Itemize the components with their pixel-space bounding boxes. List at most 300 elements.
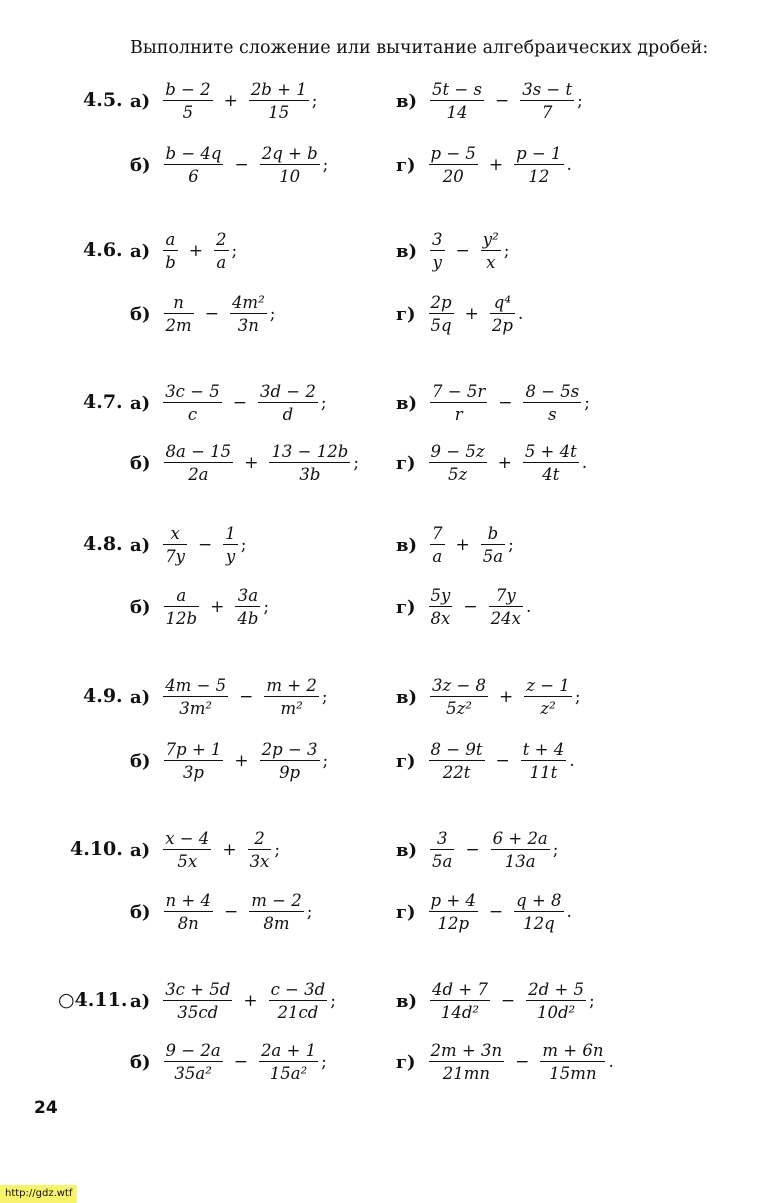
fraction-bar (164, 606, 200, 607)
fraction (428, 1041, 506, 1083)
fraction-bar (490, 313, 515, 314)
exercise-item (130, 1041, 327, 1083)
fraction (163, 442, 235, 484)
numerator: 3 (432, 230, 443, 249)
fraction (428, 740, 486, 782)
page-number: 24 (34, 1098, 58, 1118)
punctuation: . (517, 304, 524, 324)
fraction (428, 442, 488, 484)
fraction-bar (269, 462, 350, 463)
punctuation: ; (306, 902, 313, 922)
fraction (429, 230, 446, 272)
problem-number: ○4.11. (58, 989, 128, 1011)
operator: − (515, 1052, 530, 1072)
numerator: 6 + 2a (492, 829, 548, 848)
numerator: 9 − 5z (430, 442, 485, 461)
numerator: a (165, 230, 176, 249)
fraction (234, 586, 261, 628)
punctuation: ; (503, 241, 510, 261)
denominator: r (454, 405, 463, 424)
numerator: 2m + 3n (430, 1041, 503, 1060)
numerator: 3d − 2 (260, 382, 316, 401)
fraction-bar (164, 760, 224, 761)
denominator: 10 (279, 167, 301, 186)
fraction-bar (429, 462, 487, 463)
numerator: 8 − 9t (430, 740, 483, 759)
exercise-item (396, 382, 590, 424)
fraction-bar (430, 696, 488, 697)
exercise-item (130, 230, 237, 272)
operator: + (188, 241, 203, 261)
operator: + (244, 453, 259, 473)
denominator: 20 (442, 167, 464, 186)
denominator: 5z (447, 465, 468, 484)
denominator: d (282, 405, 294, 424)
exercise-item (130, 80, 317, 122)
exercise-item (396, 586, 531, 628)
fraction-bar (164, 911, 213, 912)
exercise-item (130, 829, 280, 871)
punctuation: ; (330, 991, 336, 1011)
item-label: в) (396, 392, 418, 414)
fraction (162, 980, 233, 1022)
numerator: q + 8 (516, 891, 562, 910)
fraction-bar (481, 250, 501, 251)
numerator: x − 4 (165, 829, 210, 848)
fraction-bar (429, 760, 485, 761)
item-label: б) (130, 596, 151, 618)
numerator: a (176, 586, 187, 605)
item-label: в) (396, 990, 418, 1012)
fraction (258, 1041, 319, 1083)
denominator: a (216, 253, 227, 272)
numerator: 7p + 1 (165, 740, 222, 759)
fraction-bar (163, 402, 222, 403)
numerator: 2a + 1 (260, 1041, 317, 1060)
operator: + (488, 155, 504, 175)
operator: − (488, 902, 504, 922)
punctuation: ; (311, 91, 318, 111)
exercise-item (130, 524, 247, 566)
denominator: 35a² (174, 1064, 212, 1083)
punctuation: ; (269, 304, 276, 324)
item-label: г) (396, 596, 416, 618)
denominator: 9p (279, 763, 301, 782)
operator: + (222, 840, 237, 860)
numerator: 2p (430, 293, 452, 312)
exercise-item (396, 442, 587, 484)
denominator: 3m² (179, 699, 213, 718)
numerator: m − 2 (251, 891, 302, 910)
exercise-item (396, 891, 572, 933)
numerator: m + 2 (266, 676, 317, 695)
fraction-bar (523, 462, 579, 463)
exercise-item (396, 980, 595, 1022)
denominator: 15 (268, 103, 290, 122)
numerator: 7y (495, 586, 516, 605)
fraction (163, 740, 225, 782)
numerator: 4d + 7 (432, 980, 488, 999)
operator: − (232, 393, 247, 413)
operator: − (198, 535, 213, 555)
denominator: 12b (165, 609, 198, 628)
denominator: 35cd (177, 1003, 219, 1022)
denominator: s (548, 405, 557, 424)
denominator: 3n (237, 316, 259, 335)
fraction (488, 586, 524, 628)
item-label: в) (396, 686, 418, 708)
fraction (247, 829, 273, 871)
denominator: 5a (432, 852, 453, 871)
numerator: 2p − 3 (261, 740, 318, 759)
denominator: 11t (529, 763, 558, 782)
fraction (162, 676, 229, 718)
fraction (259, 740, 321, 782)
fraction-bar (514, 164, 563, 165)
fraction (522, 382, 582, 424)
punctuation: ; (574, 687, 581, 707)
fraction-bar (249, 100, 309, 101)
numerator: b − 4q (165, 144, 222, 163)
item-label: а) (130, 686, 151, 708)
numerator: 13 − 12b (271, 442, 349, 461)
exercise-item (396, 230, 509, 272)
fraction (162, 230, 179, 272)
denominator: a (432, 547, 443, 566)
operator: − (465, 840, 480, 860)
numerator: 7 − 5r (432, 382, 486, 401)
item-label: г) (396, 901, 416, 923)
denominator: b (165, 253, 176, 272)
fraction (248, 891, 304, 933)
denominator: 13a (504, 852, 536, 871)
fraction-bar (520, 100, 574, 101)
denominator: 12 (528, 167, 550, 186)
numerator: p − 5 (430, 144, 476, 163)
fraction-bar (214, 250, 229, 251)
item-label: в) (396, 240, 418, 262)
operator: − (498, 393, 513, 413)
fraction-bar (164, 462, 234, 463)
fraction-bar (230, 313, 267, 314)
fraction-bar (540, 1061, 605, 1062)
fraction (248, 80, 310, 122)
exercise-item (130, 676, 328, 718)
fraction-bar (489, 606, 523, 607)
item-label: б) (130, 452, 151, 474)
fraction-bar (235, 606, 260, 607)
fraction (519, 80, 575, 122)
punctuation: ; (577, 91, 583, 111)
punctuation: ; (322, 751, 329, 771)
item-label: в) (396, 90, 418, 112)
fraction-bar (264, 696, 318, 697)
denominator: 5z² (446, 699, 472, 718)
fraction-bar (429, 911, 478, 912)
item-label: в) (396, 839, 418, 861)
fraction (429, 524, 446, 566)
denominator: 10d² (537, 1003, 576, 1022)
operator: − (463, 597, 478, 617)
operator: + (497, 453, 512, 473)
fraction-bar (429, 1061, 505, 1062)
fraction (539, 1041, 606, 1083)
fraction (429, 382, 488, 424)
fraction-bar (523, 402, 581, 403)
denominator: 8n (177, 914, 199, 933)
exercise-item (130, 586, 269, 628)
denominator: 14 (446, 103, 468, 122)
item-label: б) (130, 1051, 151, 1073)
fraction-bar (430, 544, 445, 545)
exercise-item (130, 144, 328, 186)
numerator: t + 4 (522, 740, 565, 759)
operator: + (210, 597, 225, 617)
numerator: x (170, 524, 180, 543)
denominator: 7 (541, 103, 553, 122)
fraction (520, 740, 567, 782)
exercise-item (396, 80, 583, 122)
fraction (222, 524, 239, 566)
fraction-bar (259, 1061, 318, 1062)
fraction-bar (430, 100, 484, 101)
punctuation: ; (322, 155, 329, 175)
fraction (162, 80, 213, 122)
numerator: 4m² (231, 293, 265, 312)
punctuation: . (581, 453, 588, 473)
punctuation: ; (589, 991, 595, 1011)
fraction-bar (163, 849, 211, 850)
denominator: 8m (263, 914, 290, 933)
punctuation: ; (508, 535, 514, 555)
problem-number: 4.9. (83, 685, 123, 707)
numerator: n + 4 (165, 891, 211, 910)
problem-number: 4.7. (83, 391, 123, 413)
punctuation: . (525, 597, 532, 617)
problem-number: 4.5. (83, 89, 123, 111)
fraction (428, 586, 454, 628)
numerator: 2b + 1 (250, 80, 307, 99)
denominator: 5q (430, 316, 452, 335)
punctuation: . (608, 1052, 614, 1072)
item-label: г) (396, 452, 416, 474)
numerator: 1 (225, 524, 236, 543)
numerator: 2q + b (261, 144, 318, 163)
fraction (163, 891, 214, 933)
numerator: b (487, 524, 499, 543)
fraction-bar (163, 250, 178, 251)
fraction-bar (164, 164, 224, 165)
fraction-bar (430, 402, 487, 403)
fraction-bar (430, 250, 445, 251)
denominator: 5 (182, 103, 194, 122)
fraction-bar (258, 402, 318, 403)
item-label: б) (130, 750, 151, 772)
item-label: а) (130, 839, 151, 861)
fraction (429, 829, 455, 871)
operator: − (239, 687, 254, 707)
fraction (257, 382, 319, 424)
punctuation: ; (231, 241, 238, 261)
fraction (513, 891, 564, 933)
numerator: p − 1 (516, 144, 562, 163)
item-label: а) (130, 990, 151, 1012)
exercise-item (396, 144, 572, 186)
fraction (525, 980, 587, 1022)
numerator: 2 (254, 829, 265, 848)
fraction (259, 144, 321, 186)
fraction (163, 293, 195, 335)
fraction (429, 676, 489, 718)
denominator: 5a (482, 547, 504, 566)
denominator: 2p (491, 316, 513, 335)
operator: + (499, 687, 514, 707)
fraction-bar (269, 1000, 328, 1001)
numerator: 2 (216, 230, 227, 249)
denominator: 22t (442, 763, 471, 782)
fraction (429, 80, 485, 122)
fraction (268, 980, 329, 1022)
numerator: 8 − 5s (525, 382, 580, 401)
item-label: а) (130, 240, 151, 262)
denominator: 21mn (442, 1064, 490, 1083)
fraction-bar (430, 849, 454, 850)
numerator: q⁴ (493, 293, 511, 312)
denominator: 12p (437, 914, 470, 933)
fraction-bar (429, 164, 478, 165)
fraction-bar (223, 544, 238, 545)
operator: − (495, 751, 510, 771)
operator: − (204, 304, 219, 324)
fraction-bar (526, 1000, 586, 1001)
punctuation: ; (552, 840, 559, 860)
problem-number: 4.10. (70, 838, 123, 860)
fraction-bar (430, 1000, 490, 1001)
denominator: 2m (165, 316, 192, 335)
denominator: 14d² (440, 1003, 480, 1022)
fraction-bar (260, 164, 320, 165)
exercise-item (130, 740, 328, 782)
item-label: а) (130, 534, 151, 556)
numerator: 2d + 5 (528, 980, 585, 999)
page-heading: Выполните сложение или вычитание алгебраических дробей: (130, 38, 709, 58)
numerator: c − 3d (270, 980, 326, 999)
numerator: 5t − s (432, 80, 482, 99)
numerator: 3c − 5 (165, 382, 220, 401)
denominator: 12q (523, 914, 555, 933)
numerator: 4m − 5 (165, 676, 227, 695)
fraction (163, 144, 225, 186)
operator: + (223, 91, 238, 111)
fraction-bar (491, 849, 550, 850)
numerator: 9 − 2a (165, 1041, 221, 1060)
problem-number: 4.8. (83, 533, 123, 555)
fraction-bar (163, 544, 187, 545)
fraction-bar (260, 760, 320, 761)
denominator: 8x (430, 609, 451, 628)
denominator: 6 (188, 167, 199, 186)
denominator: 7y (165, 547, 186, 566)
fraction (429, 980, 491, 1022)
item-label: г) (396, 154, 416, 176)
denominator: x (486, 253, 496, 272)
fraction (229, 293, 268, 335)
exercise-item (396, 740, 575, 782)
operator: − (223, 902, 239, 922)
fraction (162, 382, 223, 424)
punctuation: ; (353, 453, 360, 473)
denominator: 3x (249, 852, 270, 871)
item-label: г) (396, 303, 416, 325)
exercise-item (130, 293, 275, 335)
operator: − (500, 991, 516, 1011)
fraction (268, 442, 351, 484)
punctuation: . (569, 751, 575, 771)
denominator: z² (540, 699, 556, 718)
fraction (428, 144, 479, 186)
fraction-bar (163, 100, 212, 101)
punctuation: ; (320, 393, 327, 413)
exercise-item (396, 676, 581, 718)
exercise-item (130, 891, 312, 933)
operator: + (464, 304, 479, 324)
denominator: 21cd (277, 1003, 319, 1022)
fraction (428, 293, 455, 335)
denominator: m² (280, 699, 303, 718)
numerator: 7 (432, 524, 443, 543)
numerator: y² (482, 230, 499, 249)
denominator: 15a² (269, 1064, 308, 1083)
item-label: г) (396, 750, 416, 772)
punctuation: ; (321, 687, 328, 707)
item-label: в) (396, 534, 418, 556)
fraction (489, 293, 516, 335)
numerator: 3z − 8 (432, 676, 487, 695)
fraction-bar (163, 1000, 232, 1001)
exercise-item (130, 980, 336, 1022)
fraction-bar (248, 849, 272, 850)
operator: − (494, 91, 510, 111)
numerator: z − 1 (526, 676, 570, 695)
numerator: m + 6n (542, 1041, 604, 1060)
fraction (428, 891, 479, 933)
denominator: 4b (237, 609, 259, 628)
exercise-item (130, 442, 359, 484)
denominator: 5x (177, 852, 198, 871)
source-watermark: http://gdz.wtf (0, 1185, 77, 1203)
fraction (163, 1041, 224, 1083)
denominator: c (187, 405, 198, 424)
item-label: а) (130, 392, 151, 414)
item-label: б) (130, 303, 151, 325)
punctuation: ; (240, 535, 247, 555)
denominator: 4t (542, 465, 560, 484)
fraction (490, 829, 551, 871)
fraction-bar (481, 544, 505, 545)
fraction (523, 676, 573, 718)
punctuation: ; (584, 393, 590, 413)
denominator: 2a (188, 465, 209, 484)
fraction-bar (164, 313, 194, 314)
operator: + (243, 991, 258, 1011)
numerator: 5 + 4t (524, 442, 577, 461)
denominator: y (225, 547, 236, 566)
fraction-bar (164, 1061, 223, 1062)
operator: − (455, 241, 470, 261)
exercise-item (396, 829, 559, 871)
punctuation: . (566, 155, 572, 175)
numerator: 3a (237, 586, 259, 605)
